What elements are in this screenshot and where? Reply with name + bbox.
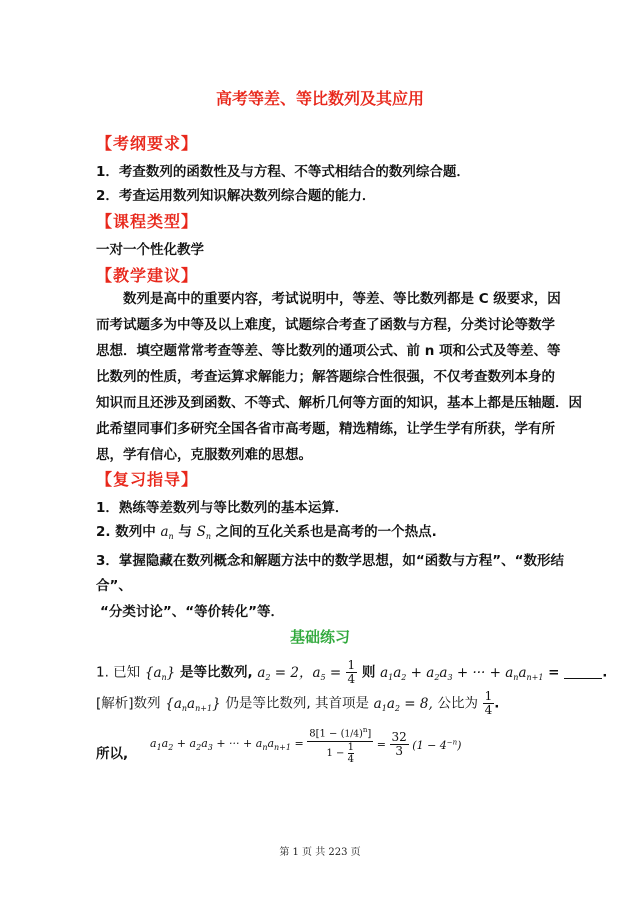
heading-fuxi: 【复习指导】	[96, 470, 199, 489]
heading-jianyi: 【教学建议】	[96, 266, 199, 285]
frac-geometric-sum: $8[1 - (1/4)^n]$ 1 − $\frac{1}{4}$	[309, 726, 372, 766]
practice-heading: 基础练习	[289, 628, 350, 646]
conclusion-formula	[150, 724, 461, 765]
frac-ratio-quarter: $\frac{1}{4}$	[484, 689, 493, 717]
q1-mid: 是等比数列,	[179, 664, 253, 681]
analysis-text-2: 仍是等比数列, 其首项是	[225, 695, 369, 712]
math-a2: $a_2 = 2$，$a_5$ =	[257, 664, 346, 682]
jianyi-line-4: 比数列的性质，考查运算求解能力；解答题综合性很强，不仅考查数列本身的	[96, 369, 555, 385]
answer-blank	[564, 666, 602, 679]
question-1: 1. 已知 $\{a_n\}$ 是等比数列, $a_2 = 2$，$a_5$ = $\frac{1}{4}$ 则 $a_1a_2 + a_2a_3$ + ··· + $a_na_{n+1}$ = .	[96, 658, 608, 686]
math-sum-lhs: $a_1a_2 + a_2a_3$ + ··· + $a_na_{n+1}$ =	[150, 737, 308, 753]
math-seq-an: $\{a_n\}$	[144, 664, 176, 682]
fuxi-item-2-suffix: 之间的互化关系也是高考的一个热点.	[215, 524, 437, 540]
jianyi-line-3: 思想．填空题常常考查等差、等比数列的通项公式、前 n 项和公式及等差、等	[96, 343, 561, 359]
fuxi-item-1: 1．熟练等差数列与等比数列的基本运算．	[96, 500, 349, 516]
fuxi-item-2-prefix: 2. 数列中	[96, 524, 156, 540]
jianyi-line-6: 此希望同事们多研究全国各省市高考题，精选精练，让学生学有所获，学有所	[96, 421, 555, 437]
page-footer: 第 1 页 共 223 页	[279, 847, 361, 858]
fuxi-item-2	[96, 520, 437, 541]
jianyi-line-5: 知识而且还涉及到函数、不等式、解析几何等方面的知识，基本上都是压轴题．因	[96, 395, 582, 411]
kaogang-item-1: 1．考查数列的函数性及与方程、不等式相结合的数列综合题．	[96, 164, 470, 180]
analysis-text-1: 数列	[133, 695, 161, 712]
math-a-n: $a_n$	[160, 524, 174, 541]
fuxi-item-3-line-2: 合”、	[96, 578, 132, 594]
fuxi-item-3-line-1: 3．掌握隐藏在数列概念和解题方法中的数学思想，如“函数与方程”、“数形结	[96, 553, 565, 569]
kecheng-text: 一对一个性化教学	[96, 242, 204, 258]
frac-one-quarter: $\frac{1}{4}$	[347, 658, 356, 686]
q1-prefix: 1. 已知	[96, 664, 141, 681]
math-a1a2-eq-8: $a_1a_2 = 8$,	[373, 695, 433, 713]
frac-32-3: $\frac{32}{3}$	[391, 730, 407, 759]
heading-kaogang: 【考纲要求】	[96, 134, 199, 153]
analysis-text-3: 公比为	[437, 695, 478, 712]
jianyi-line-1: 数列是高中的重要内容，考试说明中，等差、等比数列都是 C 级要求，因	[123, 291, 561, 307]
q1-answer-eq: =	[548, 664, 560, 681]
math-S-n: $S_n$	[196, 524, 211, 541]
conclusion-label: 所以,	[96, 746, 129, 762]
heading-kecheng: 【课程类型】	[96, 212, 199, 231]
math-result: $(1 - 4^{-n})$	[412, 737, 462, 752]
jianyi-line-2: 而考试题多为中等及以上难度，试题综合考查了函数与方程，分类讨论等数学	[96, 317, 555, 333]
math-equals: =	[376, 738, 390, 752]
fuxi-item-2-mid: 与	[178, 524, 192, 540]
math-seq-anan1: $\{a_na_{n+1}\}$	[165, 695, 221, 713]
fuxi-item-3-line-3: “分类讨论”、“等价转化”等．	[100, 604, 284, 620]
jianyi-line-7: 思，学有信心，克服数列难的思想。	[96, 447, 312, 463]
analysis-label: [解析]	[96, 695, 134, 712]
page-title: 高考等差、等比数列及其应用	[215, 89, 424, 108]
q1-then: 则	[361, 664, 376, 681]
analysis: [解析]数列 $\{a_na_{n+1}\}$ 仍是等比数列, 其首项是 $a_1a_2 = 8$, 公比为 $\frac{1}{4}$ .	[96, 689, 500, 717]
kaogang-item-2: 2．考查运用数列知识解决数列综合题的能力．	[96, 188, 376, 204]
math-sum-expression: $a_1a_2 + a_2a_3$ + ··· + $a_na_{n+1}$	[380, 664, 544, 682]
